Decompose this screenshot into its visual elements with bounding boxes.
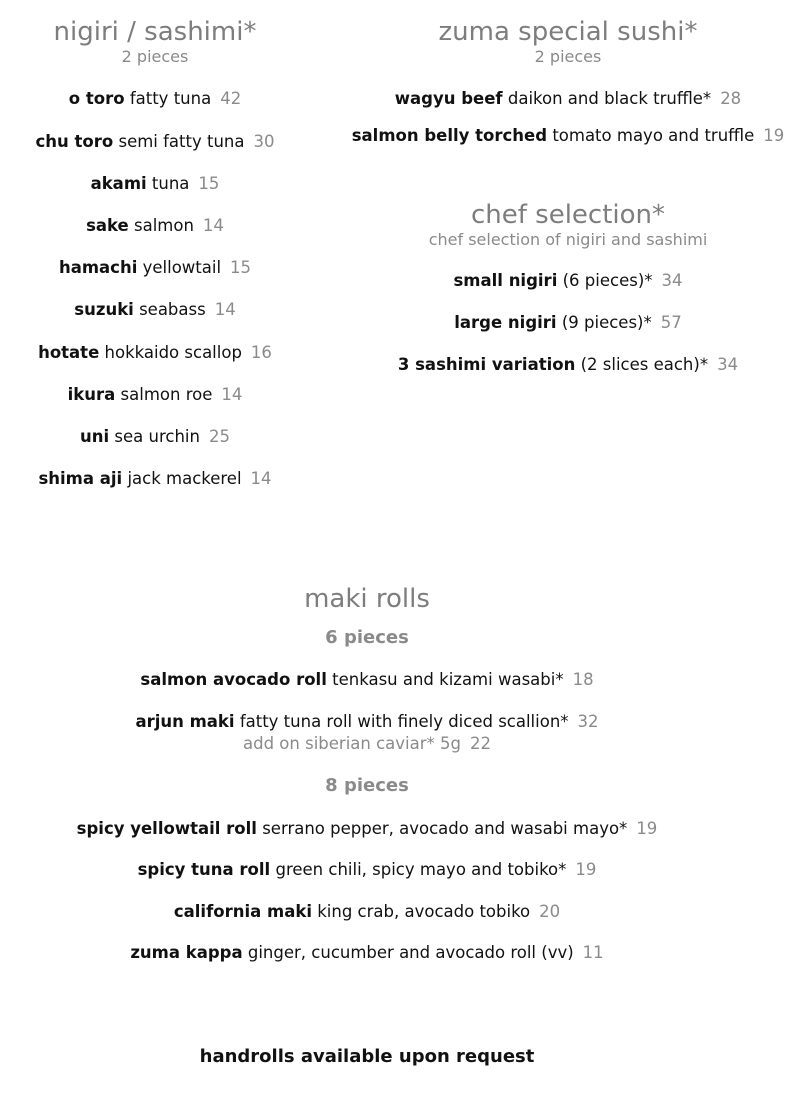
item-desc: jack mackerel <box>127 469 242 489</box>
addon-line <box>0 734 734 753</box>
menu-item <box>0 860 734 902</box>
menu-item <box>338 313 798 355</box>
maki-section <box>0 585 734 985</box>
menu-item <box>0 300 310 342</box>
item-name: zuma kappa <box>130 943 243 963</box>
item-desc: semi fatty tuna <box>118 131 245 151</box>
item-desc: tomato mayo and truffle <box>552 126 755 146</box>
item-desc: salmon roe <box>120 384 213 404</box>
item-name: akami <box>90 173 147 193</box>
nigiri-section <box>0 18 310 511</box>
handrolls-note: handrolls available upon request <box>199 1046 535 1067</box>
nigiri-title: nigiri / sashimi* <box>53 17 257 47</box>
item-name: hotate <box>38 342 100 362</box>
maki-eight-list <box>0 819 734 985</box>
maki-six-list <box>0 670 734 753</box>
item-name: ikura <box>67 384 116 404</box>
item-name: large nigiri <box>454 312 557 332</box>
menu-item <box>338 126 798 163</box>
item-name: chu toro <box>35 131 114 151</box>
item-desc: fatty tuna roll with finely diced scallion* <box>239 711 569 731</box>
item-price: 19 <box>763 126 785 146</box>
menu-item <box>0 258 310 300</box>
chef-title: chef selection* <box>470 200 666 231</box>
item-desc: daikon and black truffle* <box>507 89 712 109</box>
item-price: 16 <box>250 342 272 362</box>
item-name: shima aji <box>38 469 123 489</box>
maki-eight-label: 8 pieces <box>325 774 409 796</box>
menu-item <box>338 89 798 126</box>
item-name: small nigiri <box>453 270 558 290</box>
item-desc: serrano pepper, avocado and wasabi mayo* <box>262 818 628 838</box>
item-desc: hokkaido scallop <box>104 342 242 362</box>
item-desc: (6 pieces)* <box>562 270 653 290</box>
item-price: 25 <box>208 426 230 446</box>
maki-title: maki rolls <box>304 584 430 614</box>
item-price: 32 <box>577 711 599 731</box>
menu-item <box>0 427 310 469</box>
item-price: 30 <box>253 131 275 151</box>
item-desc: sea urchin <box>114 426 200 446</box>
menu-item <box>0 712 734 734</box>
menu-item <box>0 385 310 427</box>
item-price: 14 <box>250 469 272 489</box>
item-name: spicy tuna roll <box>137 860 271 880</box>
item-price: 19 <box>575 860 597 880</box>
item-price: 34 <box>661 270 683 290</box>
item-desc: salmon <box>134 216 194 236</box>
item-desc: (9 pieces)* <box>561 312 652 332</box>
item-desc: green chili, spicy mayo and tobiko* <box>275 860 567 880</box>
menu-item <box>0 174 310 216</box>
item-name: california maki <box>173 901 312 921</box>
nigiri-list <box>0 89 310 511</box>
item-desc: tenkasu and kizami wasabi* <box>332 669 564 689</box>
chef-list <box>338 271 798 397</box>
menu-item <box>338 271 798 313</box>
menu-item <box>0 819 734 861</box>
chef-subtitle: chef selection of nigiri and sashimi <box>428 230 708 250</box>
item-name: salmon belly torched <box>351 126 548 146</box>
nigiri-subtitle: 2 pieces <box>121 46 189 66</box>
item-name: spicy yellowtail roll <box>76 818 257 838</box>
special-list <box>338 89 798 163</box>
special-section <box>338 18 798 397</box>
menu-item <box>0 943 734 985</box>
maki-six-label: 6 pieces <box>325 626 409 648</box>
item-price: 18 <box>572 669 594 689</box>
item-name: suzuki <box>74 300 134 320</box>
item-desc: tuna <box>151 173 190 193</box>
item-name: 3 sashimi variation <box>397 354 576 374</box>
item-price: 34 <box>717 354 739 374</box>
item-price: 14 <box>221 384 243 404</box>
addon-price: 22 <box>469 733 491 753</box>
chef-section <box>338 201 798 396</box>
menu-item <box>0 469 310 511</box>
menu-item <box>0 670 734 712</box>
menu-item <box>0 343 310 385</box>
item-price: 42 <box>220 89 242 109</box>
special-subtitle: 2 pieces <box>534 46 602 66</box>
item-name: wagyu beef <box>394 89 503 109</box>
item-name: salmon avocado roll <box>140 669 327 689</box>
item-name: hamachi <box>58 258 138 278</box>
item-price: 20 <box>539 901 561 921</box>
item-desc: ginger, cucumber and avocado roll (vv) <box>247 943 574 963</box>
menu-item <box>0 902 734 944</box>
menu-item <box>0 89 310 131</box>
item-price: 15 <box>198 173 220 193</box>
item-name: arjun maki <box>135 711 235 731</box>
item-price: 14 <box>214 300 236 320</box>
item-price: 19 <box>636 818 658 838</box>
special-title: zuma special sushi* <box>438 17 698 47</box>
item-desc: fatty tuna <box>129 89 212 109</box>
item-desc: (2 slices each)* <box>580 354 709 374</box>
menu-item <box>338 355 798 397</box>
item-desc: seabass <box>139 300 206 320</box>
addon-text: add on siberian caviar* 5g <box>243 733 461 753</box>
item-price: 28 <box>720 89 742 109</box>
menu-item <box>0 132 310 174</box>
item-name: sake <box>86 216 129 236</box>
item-price: 11 <box>582 943 604 963</box>
item-price: 14 <box>202 216 224 236</box>
item-name: o toro <box>68 89 125 109</box>
menu-item <box>0 216 310 258</box>
item-desc: yellowtail <box>142 258 222 278</box>
item-price: 15 <box>230 258 252 278</box>
item-name: uni <box>80 426 110 446</box>
item-desc: king crab, avocado tobiko <box>317 901 531 921</box>
item-price: 57 <box>660 312 682 332</box>
